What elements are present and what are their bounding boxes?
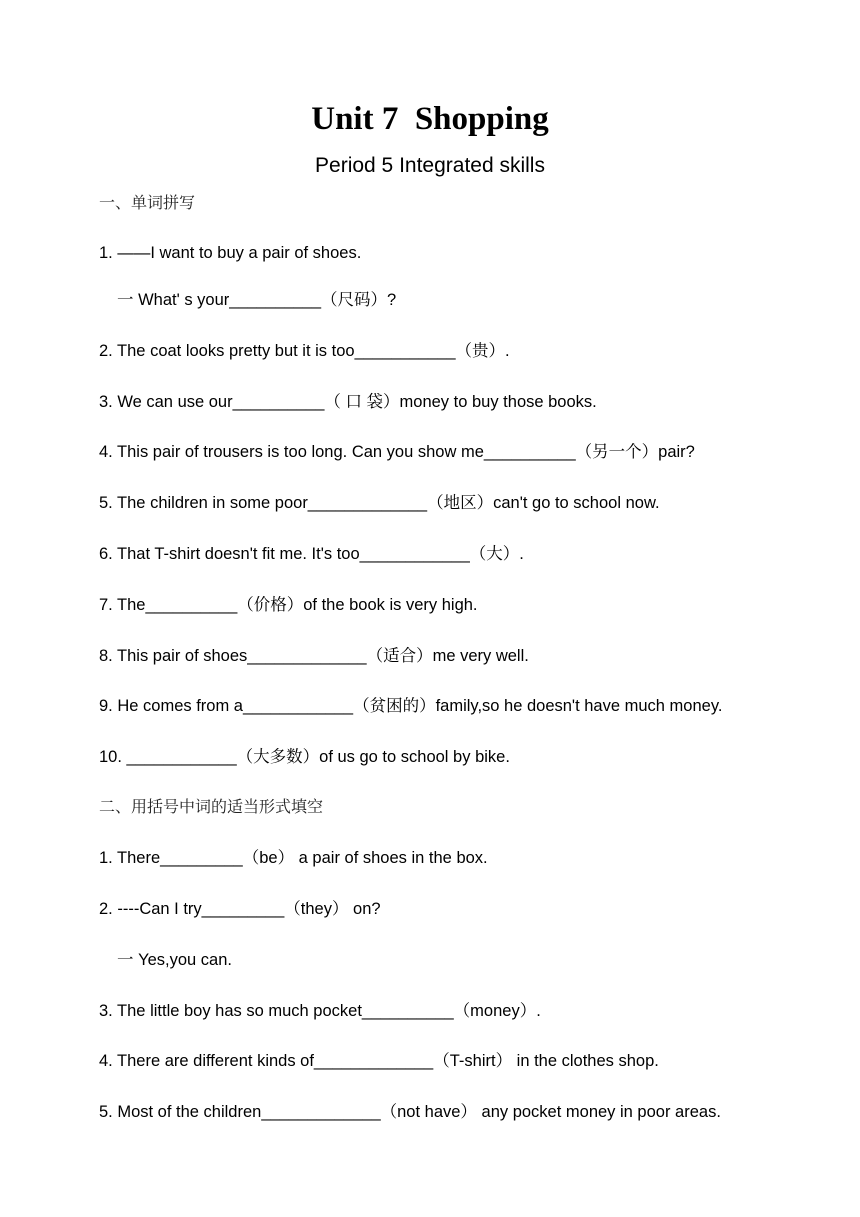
page-subtitle: Period 5 Integrated skills <box>315 154 545 177</box>
exercise-line: 3. We can use our__________（ 口 袋）money to buy those books. <box>99 393 597 411</box>
section-heading-word-forms: 二、用括号中词的适当形式填空 <box>99 797 324 816</box>
exercise-line: 2. The coat looks pretty but it is too___________（贵）. <box>99 342 510 360</box>
exercise-line: 1. There_________（be） a pair of shoes in the box. <box>99 849 488 867</box>
exercise-line: 9. He comes from a____________（贫困的）family,so he doesn't have much money. <box>99 697 723 715</box>
page-title: Unit 7 Shopping <box>311 101 549 137</box>
exercise-line: 5. Most of the children_____________（not have） any pocket money in poor areas. <box>99 1103 721 1121</box>
section-heading-spelling: 一、单词拼写 <box>99 193 196 212</box>
exercise-line: 3. The little boy has so much pocket__________（money）. <box>99 1002 541 1020</box>
exercise-line: 10. ____________（大多数）of us go to school by bike. <box>99 748 510 766</box>
exercise-line: 1. ——I want to buy a pair of shoes. <box>99 244 362 262</box>
exercise-line: 5. The children in some poor_____________（地区）can't go to school now. <box>99 494 660 512</box>
exercise-line: 一 What' s your__________（尺码）? <box>117 291 397 309</box>
exercise-line: 7. The__________（价格）of the book is very high. <box>99 596 478 614</box>
exercise-line: 8. This pair of shoes_____________（适合）me very well. <box>99 647 529 665</box>
exercise-line: 4. There are different kinds of_____________（T-shirt） in the clothes shop. <box>99 1052 659 1070</box>
exercise-line: 2. ----Can I try_________（they） on? <box>99 900 381 918</box>
exercise-line: 4. This pair of trousers is too long. Can you show me__________（另一个）pair? <box>99 443 695 461</box>
exercise-line: 一 Yes,you can. <box>117 951 232 969</box>
exercise-line: 6. That T-shirt doesn't fit me. It's too____________（大）. <box>99 545 524 563</box>
